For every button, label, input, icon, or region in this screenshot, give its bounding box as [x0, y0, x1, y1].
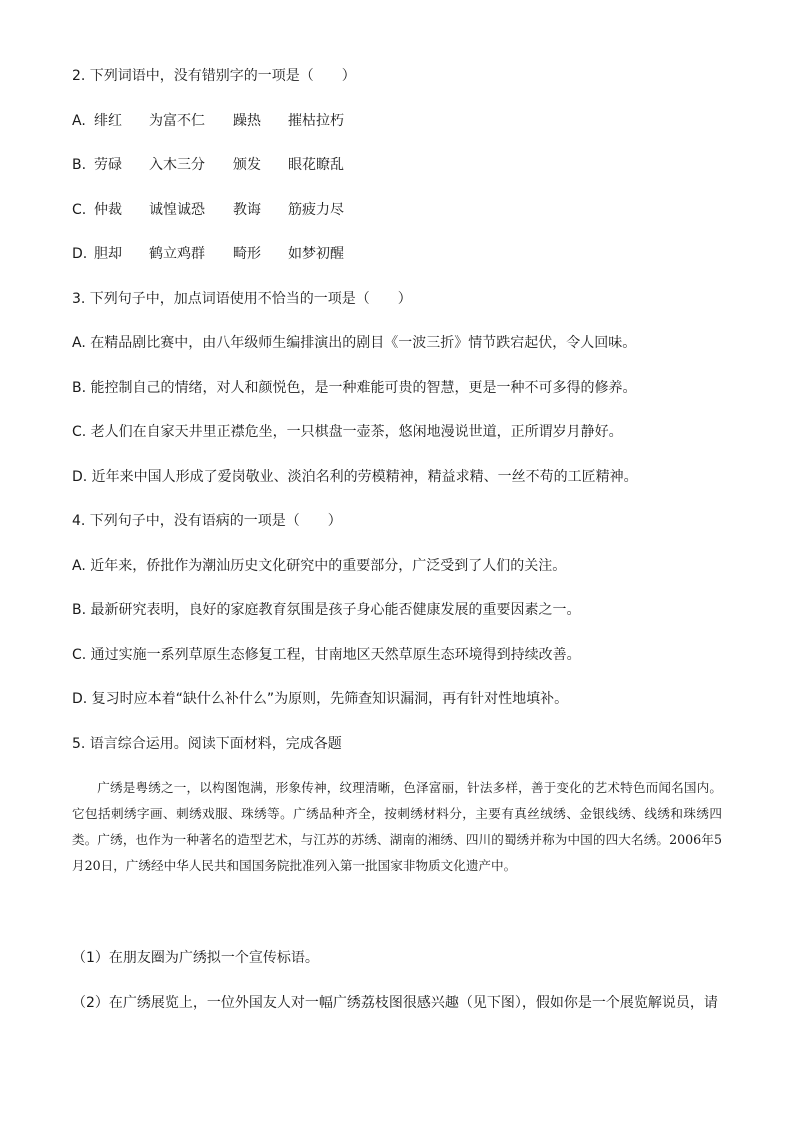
option-word: 颁发	[233, 157, 261, 173]
q4-option-c: C. 通过实施一系列草原生态修复工程，甘南地区天然草原生态环境得到持续改善。	[72, 647, 581, 663]
q3-option-a: A. 在精品剧比赛中，由八年级师生编排演出的剧目《一波三折》情节跌宕起伏，令人回味。	[72, 335, 637, 351]
q5-sub-question-2: （2）在广绣展览上，一位外国友人对一幅广绣荔枝图很感兴趣（见下图），假如你是一个展览解说员，请	[72, 995, 718, 1011]
option-word: 入木三分	[149, 157, 205, 173]
option-word: 摧枯拉朽	[288, 113, 344, 129]
q4-option-a: A. 近年来，侨批作为潮汕历史文化研究中的重要部分，广泛受到了人们的关注。	[72, 558, 567, 574]
q4-stem: 4. 下列句子中，没有语病的一项是（ ）	[72, 513, 342, 529]
option-word: 鹤立鸡群	[149, 246, 205, 262]
q4-option-d: D. 复习时应本着“缺什么补什么”为原则，先筛查知识漏洞，再有针对性地填补。	[72, 691, 569, 707]
q3-option-b: B. 能控制自己的情绪，对人和颜悦色，是一种难能可贵的智慧，更是一种不可多得的修养。	[72, 380, 637, 396]
option-word: 教诲	[233, 202, 261, 218]
option-word: 胆却	[94, 246, 122, 262]
q5-stem: 5. 语言综合运用。阅读下面材料，完成各题	[72, 736, 342, 752]
option-word: 诚惶诚恐	[149, 202, 205, 218]
option-word: 劳碌	[94, 157, 122, 173]
q5-sub-question-1: （1）在朋友圈为广绣拟一个宣传标语。	[72, 950, 319, 966]
passage-paragraph: 广绣是粤绣之一，以构图饱满，形象传神，纹理清晰，色泽富丽，针法多样，善于变化的艺术特色而闻名国内。它包括刺绣字画、刺绣戏服、珠绣等。广绣品种齐全，按刺绣材料分，主要有真丝绒绣、金银线绣、线绣和珠绣四类。广绣，也作为一种著名的造型艺术，与江苏的苏绣、湖南的湘绣、四川的蜀绣并称为中国的四大名绣。2006年5月20日，广绣经中华人民共和国国务院批准列入第一批国家非物质文化遗产中。	[72, 780, 722, 873]
q4-option-b: B. 最新研究表明，良好的家庭教育氛围是孩子身心能否健康发展的重要因素之一。	[72, 602, 581, 618]
q3-option-d: D. 近年来中国人形成了爱岗敬业、淡泊名利的劳模精神，精益求精、一丝不苟的工匠精神。	[72, 469, 638, 485]
option-word: 眼花瞭乱	[288, 157, 344, 173]
q3-stem: 3. 下列句子中，加点词语使用不恰当的一项是（ ）	[72, 291, 412, 307]
reading-passage	[72, 775, 722, 879]
q2-stem: 2. 下列词语中，没有错别字的一项是（ ）	[72, 68, 356, 84]
option-word: 为富不仁	[149, 113, 205, 129]
option-letter: B.	[72, 157, 87, 173]
option-word: 仲裁	[94, 202, 122, 218]
q3-option-c: C. 老人们在自家天井里正襟危坐，一只棋盘一壶茶，悠闲地漫说世道，正所谓岁月静好。	[72, 424, 623, 440]
option-letter: A.	[72, 113, 86, 129]
option-word: 绯红	[94, 113, 122, 129]
option-letter: D.	[72, 246, 88, 262]
option-letter: C.	[72, 202, 87, 218]
option-word: 筋疲力尽	[288, 202, 344, 218]
option-word: 躁热	[233, 113, 261, 129]
option-word: 如梦初醒	[288, 246, 344, 262]
option-word: 畸形	[233, 246, 261, 262]
